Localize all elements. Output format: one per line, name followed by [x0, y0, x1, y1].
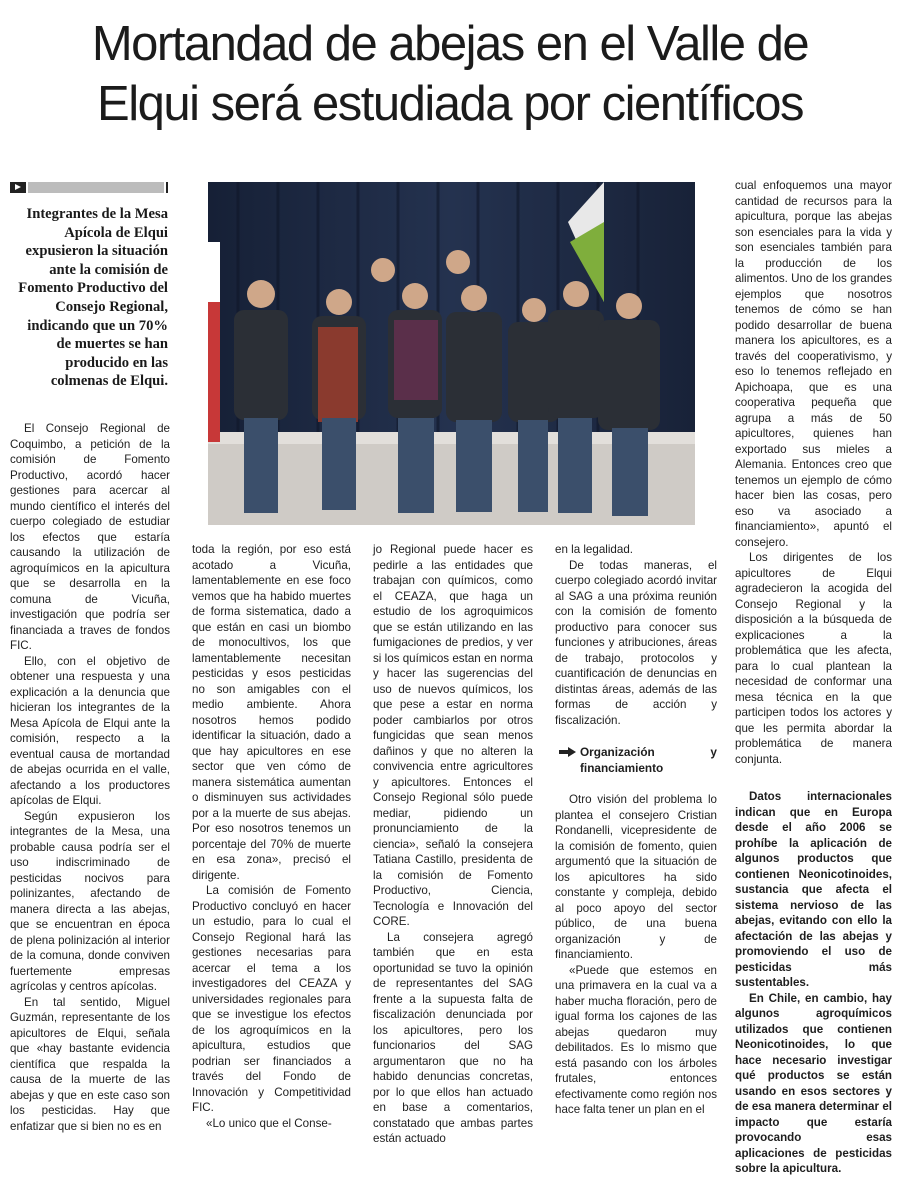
paragraph: Los dirigentes de los apicultores de Elqui agradecieron la acogida del Consejo Regional y la disposición a la búsqueda de explicaciones a la problemática que les afecta, para lo cual plantean la necesidad de conformar una mesa técnica en la que participen todos los actores y que les permita abordar la problemática de manera conjunta. [735, 551, 892, 766]
highlight-paragraph: Datos internacionales indican que en Europa desde el año 2006 se prohíbe la aplicación de algunos productos que contienen Neonicotinoides, sustancia que afecta el sistema nervioso de las abejas, evitando con ello la afectación de las abejas y promoviendo el uso de pesticidas más sustentables. [735, 790, 892, 989]
paragraph: toda la región, por eso está acotado a Vicuña, lamentablemente en ese foco vemos que ha habido muertes de forma sistematica, dado a que están en casi un biombo de monocultivos, los que lamentablemente necesitan pesticidas y esos pesticidas no son amigables con el medio ambiente. Ahora nosotros hemos podido identificar la situación, dado a que hay apicultores en ese sector que ven cómo de manera sistemática aumentan o disminuyen sus actividades por a la muerte de sus abejas. Por eso nosotros tenemos un porcentaje del 70% de muerte en esa zona», precisó el dirigente. [192, 543, 351, 882]
spacer [735, 767, 892, 789]
paragraph: De todas maneras, el cuerpo colegiado acordó invitar al SAG a una próxima reunión con la comisión de fomento productivo para conocer sus funciones y atribuciones, áreas de trabajo, protocolos y cuantificación de denuncias en distintas áreas, además de las formas de acción y fiscalización. [555, 558, 717, 727]
paragraph: cual enfoquemos una mayor cantidad de recursos para la apicultura, porque las abejas son esenciales para la vida y son esenciales también para la producción de los alimentos. Uno de los grandes ejemplos que nosotros tenemos de cómo se han podido desarrollar de buena manera los apicultores, es a través del cooperativismo, y eso lo tenemos reflejado en Apichoapa, que es una cooperativa pequeña que agrupa a más de 50 apicultores, quienes han exportado sus mieles a Alemania. Entonces creo que tenemos un ejemplo de cómo hacer bien las cosas, pero eso va asociado a financiamiento», apuntó el consejero. [735, 179, 892, 549]
article-column-4 [555, 542, 717, 1118]
arrow-right-icon [559, 747, 576, 757]
paragraph: Ello, con el objetivo de obtener una respuesta y una explicación a la denuncia que hicieran los integrantes de la Mesa Apícola de Elqui ante la comisión, respecto a la eventual causa de mortandad de abejas ocurrida en el valle, afectando a los productores apícolas de Elqui. [10, 654, 170, 807]
group-photo-image [208, 182, 695, 525]
paragraph: jo Regional puede hacer es pedirle a las entidades que trabajan con químicos, como el CEAZA, que haga un estudio de los agroquimicos que se están utilizando en las fumigaciones de predios, y ver si los químicos estan en norma y hacer las sugerencias del uso de nuevos químicos, los que pese a estar en norma poder cambiarlos por otros fungicidas que sean menos dañinos y que no alteren la convivencia entre agricultores y apicultores. Entonces el Consejo Regional sólo puede mediar, pidiendo un pronunciamiento de la ciencia», señaló la consejera Tatiana Castillo, presidenta de la comisión de Fomento Productivo, Ciencia, Tecnología e Innovación del CORE. [373, 543, 533, 928]
section-marker [10, 182, 168, 193]
marker-end [166, 182, 168, 193]
article-column-1 [10, 421, 170, 1134]
paragraph: El Consejo Regional de Coquimbo, a petición de la comisión de Fomento Productivo, acordó hacer gestiones para acercar al mundo científico el interés del cuerpo colegiado de estudiar los efectos que estaría causando la utilización de agroquímicos en la apicultura que se desarrolla en la comuna de Vicuña, investigación que podría ser financiada a traves de fondos FIC. [10, 422, 170, 652]
headline-line-2: Elqui será estudiada por científicos [97, 77, 803, 131]
paragraph: La consejera agregó también que en esta oportunidad se tuvo la opinión de representantes del SAG frente a la supuesta falta de fiscalización denunciada por los apicultores, pero los funcionarios del SAG argumentaron que no ha habido denuncias concretas, por lo que ellos han actuado en base a comentarios, constatado que ambas partes están actuado [373, 930, 533, 1145]
paragraph: La comisión de Fomento Productivo concluyó en hacer un estudio, para lo cual el Consejo Regional hará las gestiones necesarias para acercar el tema a los investigadores del CEAZA y universidades regionales para que se investigue los efectos de los agroquímicos en la apicultura, estudios que podrian ser financiados a través del Fondo de Innovación y Competitividad FIC. [192, 884, 351, 1114]
play-arrow-icon [10, 182, 26, 193]
subheading-text: Organización y financiamiento [580, 745, 717, 775]
highlight-paragraph: En Chile, en cambio, hay algunos agroquímicos utilizados que contienen Neonicotinoides, lo que hace necesario investigar qué productos se están usando en esos sectores y de esa manera determinar el impacto que estaría provocando esas aplicaciones de pesticidas sobre la apicultura. [735, 991, 892, 1175]
paragraph: en la legalidad. [555, 543, 633, 556]
headline [0, 14, 900, 134]
paragraph: En tal sentido, Miguel Guzmán, representante de los apicultores de Elqui, señala que «hay bastante evidencia científica que respalda la causa de la muerte de las abejas y que en este caso son los pesticidas. Hay que enfatizar que si bien no es en [10, 995, 170, 1133]
paragraph: Otro visión del problema lo plantea el consejero Cristian Rondanelli, vicepresidente de la comisión de fomento, quien argumentó que la situación de los apicultores ha sido constante y compleja, debido al poco apoyo del sector público, de una buena organización y de financiamiento. [555, 793, 717, 961]
paragraph: Según expusieron los integrantes de la Mesa, una probable causa podría ser el uso indiscriminado de pesticidas nocivos para polinizantes, afectando de manera directa a las abejas, que se encuentran en época de plena polinización al interior de la comuna, donde conviven fuertemente empresas agrícolas y centros apícolas. [10, 809, 170, 993]
lede: Integrantes de la Mesa Apícola de Elqui expusieron la situación ante la comisión de Fomento Productivo del Consejo Regional, indicando que un 70% de muertes se han producido en las colmenas de Elqui. [18, 206, 168, 390]
marker-bar [28, 182, 164, 193]
paragraph: «Lo unico que el Conse- [206, 1116, 332, 1130]
subheading [555, 745, 717, 776]
article-column-2 [192, 542, 351, 1131]
article-column-3 [373, 542, 533, 1147]
paragraph: «Puede que estemos en una primavera en la cual va a haber mucha floración, pero de igual forma los cajones de las abejas quedaron muy debilitados. Es lo mismo que está pasando con los árboles frutales, entonces efectivamente como región nos hace falta tener un plan en el [555, 963, 717, 1116]
group-photo [208, 182, 695, 525]
article-column-5 [735, 178, 892, 1177]
headline-line-1: Mortandad de abejas en el Valle de [91, 17, 809, 71]
